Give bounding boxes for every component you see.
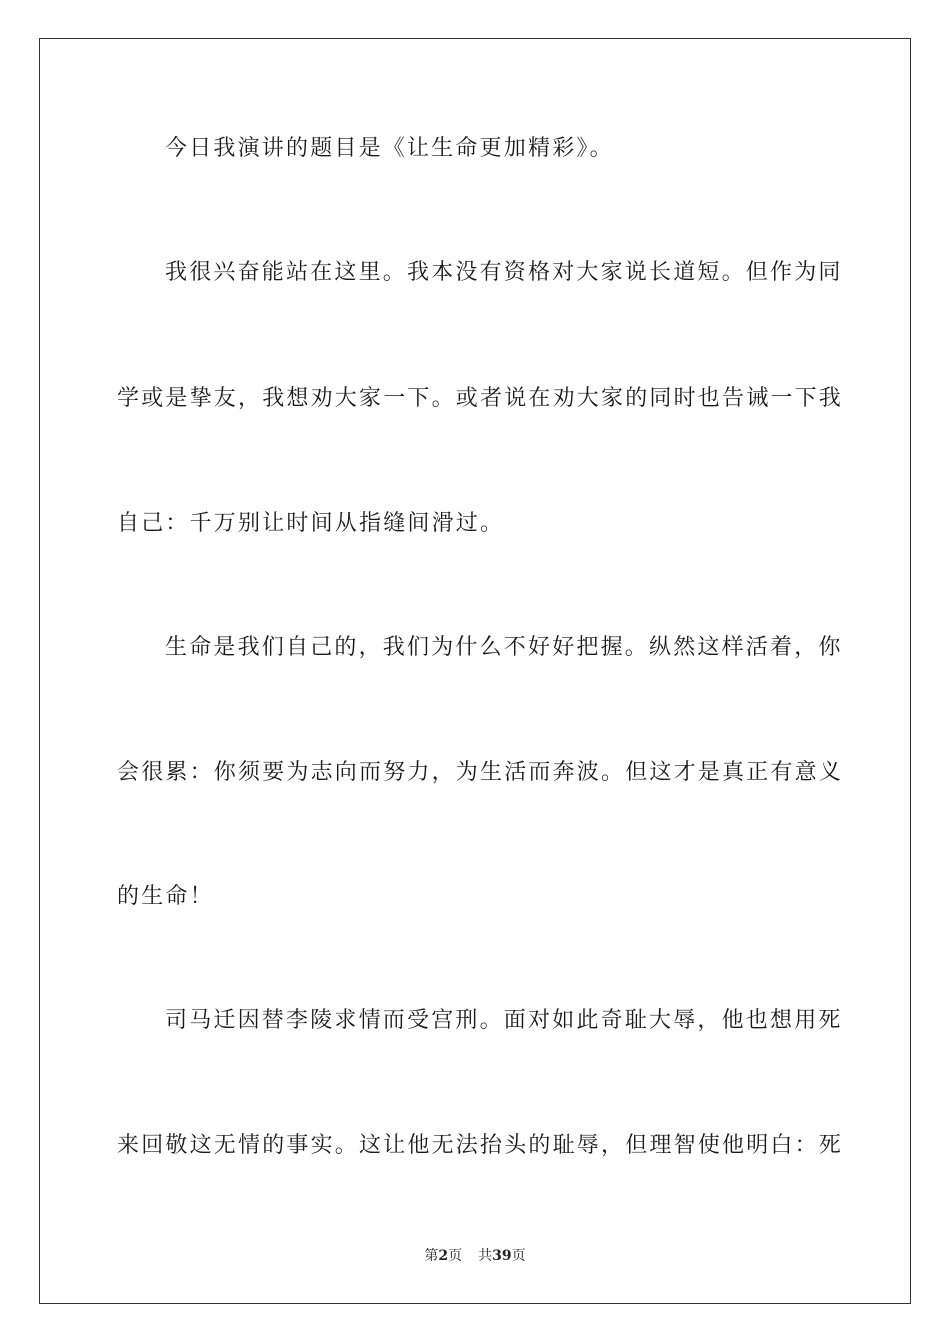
page-prefix: 第 xyxy=(424,1248,439,1264)
paragraph-line: 今日我演讲的题目是《让生命更加精彩》。 xyxy=(165,136,614,161)
paragraph-line: 自己：千万别让时间从指缝间滑过。 xyxy=(117,511,505,536)
paragraph-line: 的生命！ xyxy=(117,884,214,909)
paragraph-line: 学或是挚友，我想劝大家一下。或者说在劝大家的同时也告诫一下我 xyxy=(117,386,844,411)
total-pages: 39 xyxy=(492,1248,512,1264)
page-suffix: 页 xyxy=(448,1248,463,1264)
page-footer xyxy=(0,1246,950,1266)
paragraph-line: 来回敬这无情的事实。这让他无法抬头的耻辱，但理智使他明白：死 xyxy=(117,1133,844,1158)
paragraph-line: 生命是我们自己的，我们为什么不好好把握。纵然这样活着，你 xyxy=(165,635,843,660)
page-border xyxy=(39,38,911,1304)
total-suffix: 页 xyxy=(511,1248,526,1264)
paragraph-line: 我很兴奋能站在这里。我本没有资格对大家说长道短。但作为同 xyxy=(165,260,843,285)
paragraph-line: 司马迁因替李陵求情而受宫刑。面对如此奇耻大辱，他也想用死 xyxy=(165,1008,843,1033)
total-prefix: 共 xyxy=(478,1248,493,1264)
page-number: 2 xyxy=(438,1248,449,1264)
paragraph-line: 会很累：你须要为志向而努力，为生活而奔波。但这才是真正有意义 xyxy=(117,760,844,785)
